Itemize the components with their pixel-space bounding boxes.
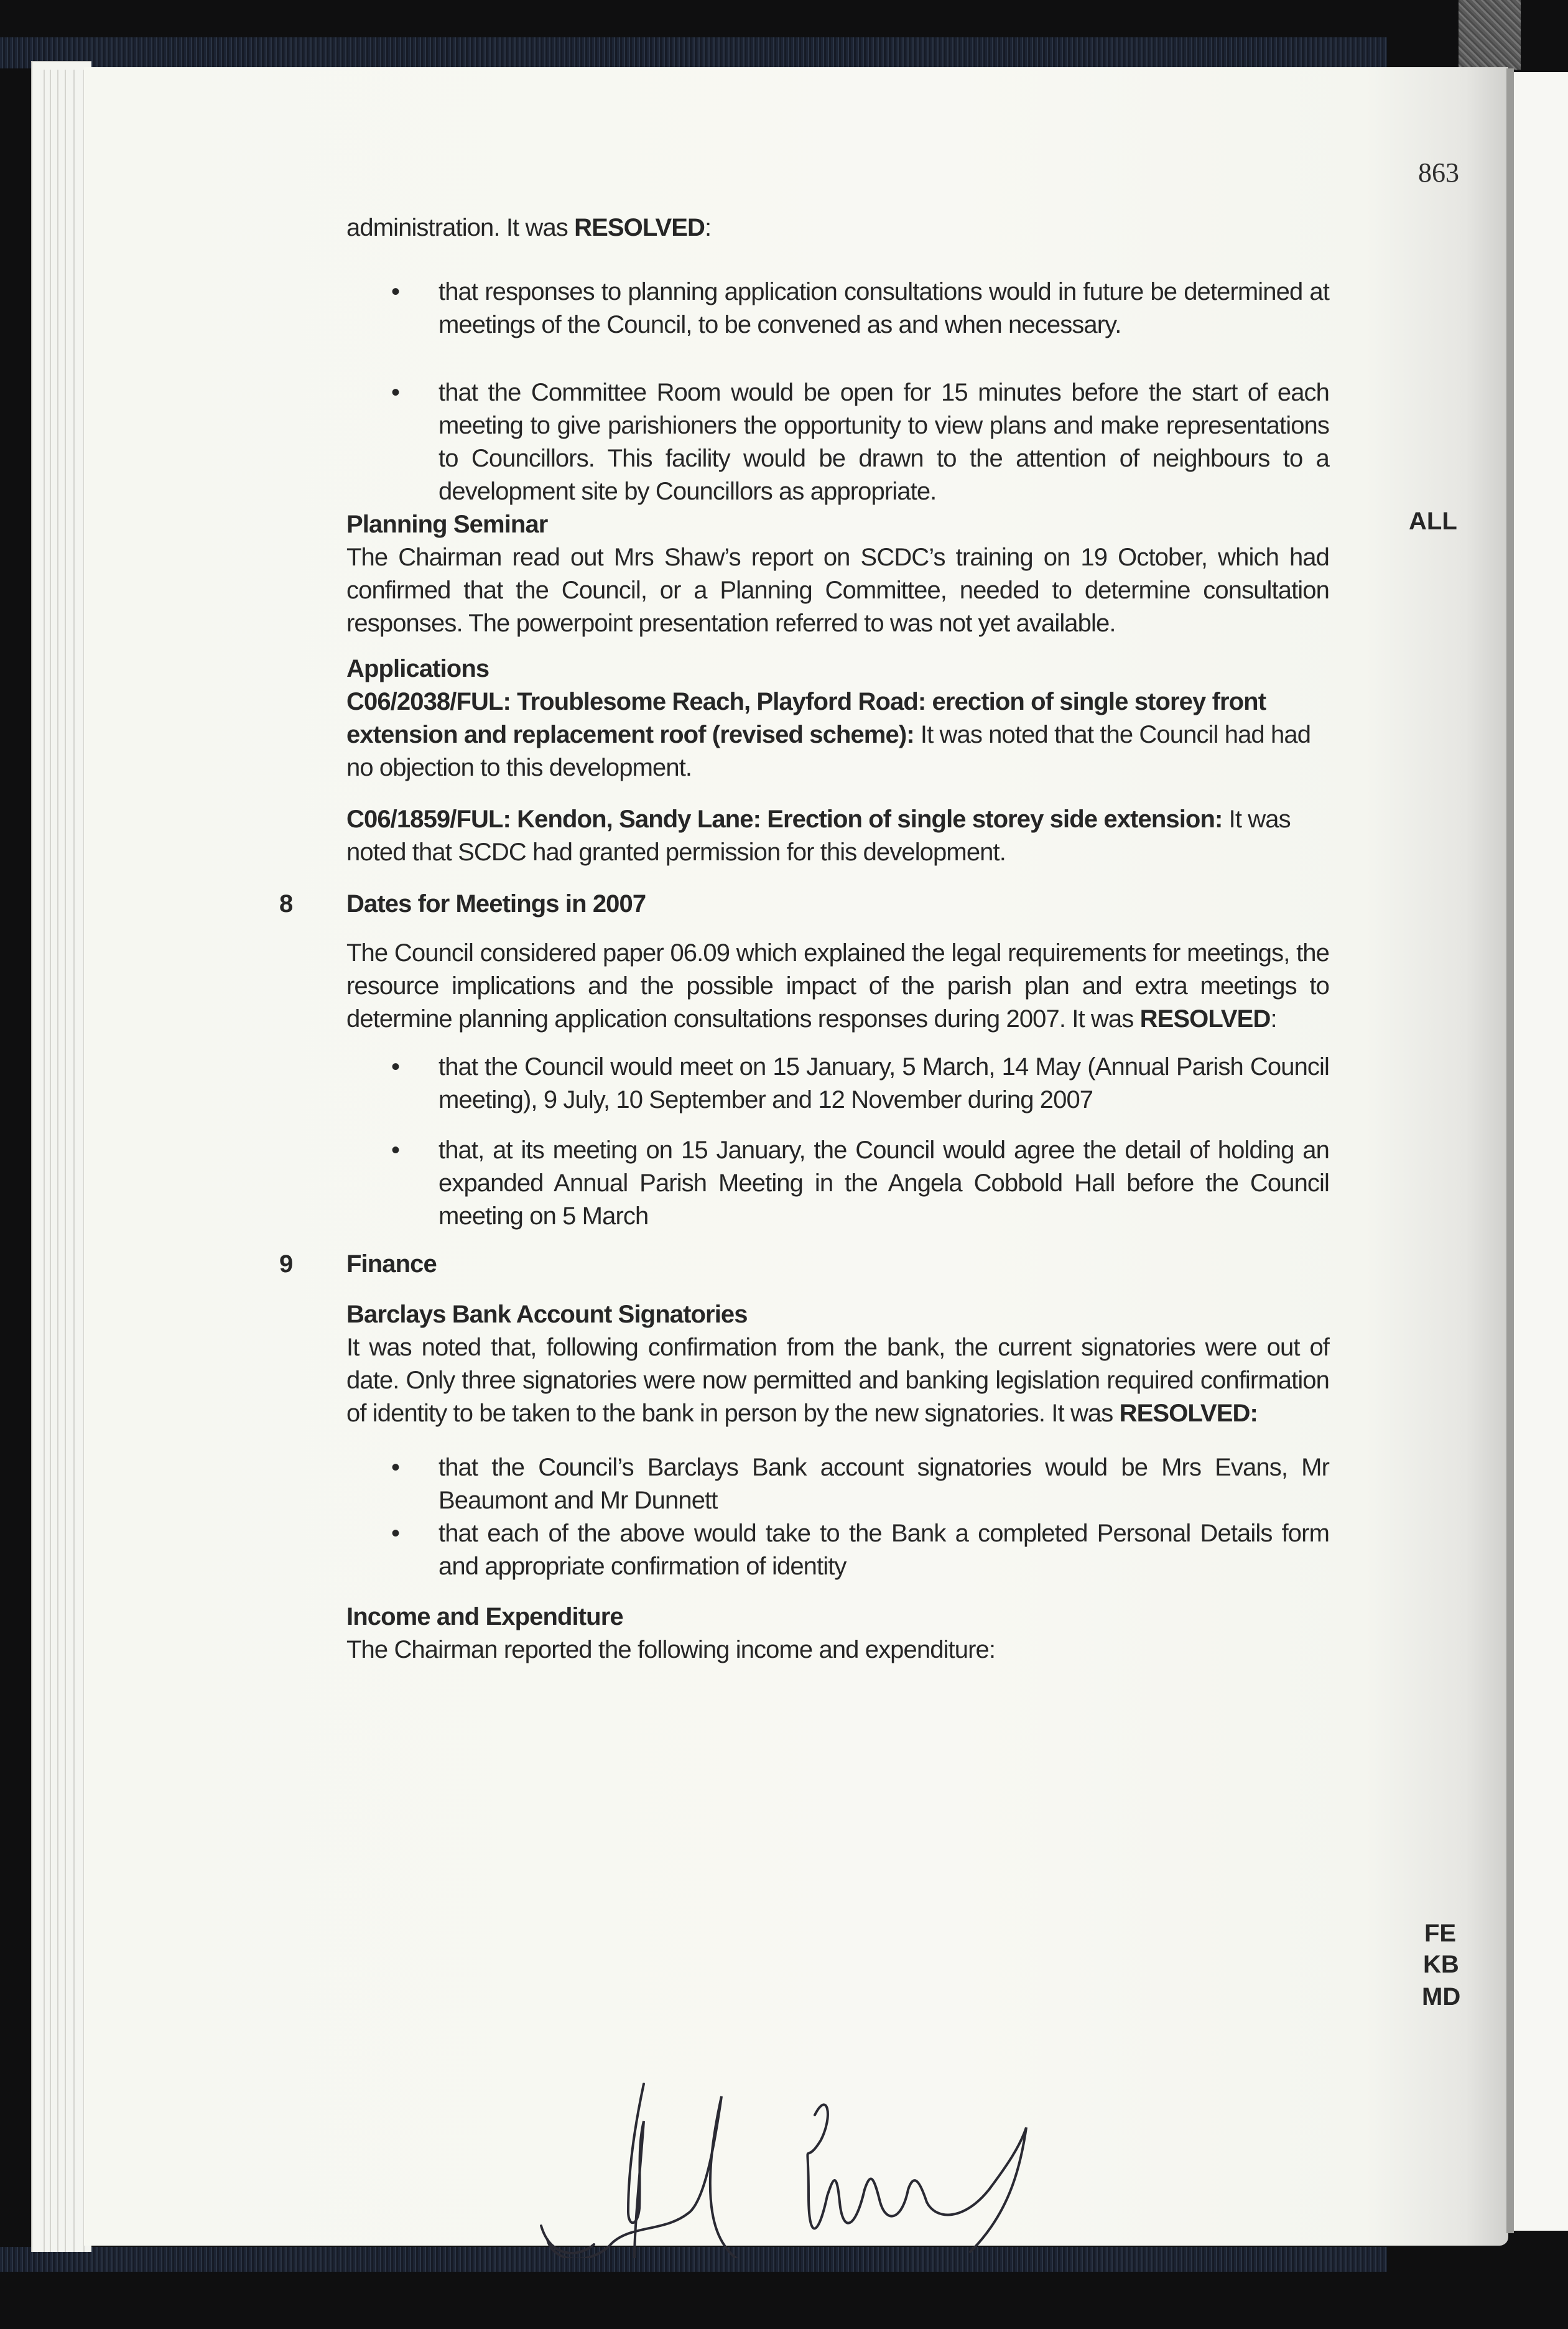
section-number: 8 bbox=[279, 890, 293, 918]
intro-line bbox=[346, 212, 1329, 244]
page-number: 863 bbox=[1418, 157, 1459, 188]
resolution-text: that the Committee Room would be open for 15 minutes before the start of each meeting to give parishioners the opportunity to view plans and make representations to Councillors. This facility would be drawn to the attention of neighbours to a development site by Councillors as appropriate. bbox=[438, 379, 1329, 505]
section-title: Dates for Meetings in 2007 bbox=[346, 890, 646, 918]
section-9-heading bbox=[279, 1248, 1329, 1281]
signature-stroke bbox=[541, 2226, 594, 2253]
page-edge-line bbox=[73, 70, 75, 2252]
section-8-colon: : bbox=[1270, 1005, 1277, 1033]
section-8-text: The Council considered paper 06.09 which explained the legal requirements for meetings, the resource implications and the possible impact of the parish plan and extra meetings to determine planning application consultations responses during 2007. It was bbox=[346, 939, 1329, 1033]
section-8-heading bbox=[279, 888, 1329, 921]
handwritten-signature bbox=[535, 2078, 1232, 2258]
bullet-icon: • bbox=[391, 379, 400, 406]
signatories-heading: Barclays Bank Account Signatories bbox=[346, 1301, 748, 1328]
income-expenditure-heading: Income and Expenditure bbox=[346, 1603, 623, 1630]
signature-stroke bbox=[807, 2104, 1026, 2252]
section-8-body bbox=[346, 937, 1329, 1036]
book-cover-top-edge bbox=[0, 37, 1387, 68]
page-edge-line bbox=[57, 70, 58, 2252]
income-expenditure-body: The Chairman reported the following income and expenditure: bbox=[346, 1636, 996, 1663]
resolution-text: that the Council’s Barclays Bank account signatories would be Mrs Evans, Mr Beaumont and Mr Dunnett bbox=[438, 1454, 1329, 1514]
resolution-item bbox=[346, 1051, 1329, 1117]
section-number: 9 bbox=[279, 1250, 293, 1278]
application-reference: C06/2038/FUL: Troublesome Reach, Playford Road: erection of single storey front extension and replacement roof (revised scheme): bbox=[346, 688, 1266, 748]
planning-seminar-body: The Chairman read out Mrs Shaw’s report on SCDC’s training on 19 October, which had confirmed that the Council, or a Planning Committee, needed to determine consultation responses. The powerpoint presentation referred to was not yet available. bbox=[346, 544, 1329, 637]
resolution-item bbox=[346, 1517, 1329, 1583]
application-note: It was noted that the Council had had no objection to this development. bbox=[346, 721, 1311, 781]
resolution-text: that each of the above would take to the Bank a completed Personal Details form and appropriate confirmation of identity bbox=[438, 1520, 1329, 1580]
resolution-item bbox=[346, 276, 1329, 342]
signatories-body bbox=[346, 1331, 1329, 1430]
resolved-label: RESOLVED bbox=[574, 214, 705, 241]
minutes-body bbox=[279, 212, 1329, 1667]
resolution-item bbox=[346, 1134, 1329, 1233]
bullet-icon: • bbox=[391, 1520, 400, 1547]
resolution-text: that, at its meeting on 15 January, the Council would agree the detail of holding an expanded Annual Parish Meeting in the Angela Cobbold Hall before the Council meeting on 5 March bbox=[438, 1137, 1329, 1230]
binding-strap bbox=[1459, 0, 1521, 70]
bullet-icon: • bbox=[391, 1454, 400, 1481]
planning-seminar-heading: Planning Seminar bbox=[346, 511, 548, 538]
page-edge-line bbox=[50, 70, 51, 2252]
page-edge-line bbox=[65, 70, 66, 2252]
page-stack-edges bbox=[31, 61, 91, 2252]
intro-colon: : bbox=[705, 214, 712, 241]
facing-page-edge bbox=[1514, 72, 1568, 2231]
action-note-all: ALL bbox=[1409, 508, 1457, 535]
resolution-item bbox=[346, 1451, 1329, 1517]
intro-text: administration. It was bbox=[346, 214, 575, 241]
action-note-md: MD bbox=[1422, 1983, 1461, 2011]
resolved-label: RESOLVED bbox=[1139, 1005, 1271, 1033]
signatories-text: It was noted that, following confirmation from the bank, the current signatories were out of date. Only three signatories were now permitted and banking legislation required confirmation of identity to be taken to the bank in person by the new signatories. It was bbox=[346, 1334, 1329, 1427]
bullet-icon: • bbox=[391, 1053, 400, 1081]
page-edge-line bbox=[44, 70, 45, 2252]
bullet-icon: • bbox=[391, 278, 400, 305]
resolution-text: that the Council would meet on 15 January, 5 March, 14 May (Annual Parish Council meeting), 9 July, 10 September and 12 November during 2007 bbox=[438, 1053, 1329, 1113]
resolution-list-8 bbox=[346, 1051, 1329, 1233]
section-title: Finance bbox=[346, 1250, 437, 1278]
action-note-fe: FE bbox=[1424, 1920, 1457, 1947]
signature-stroke bbox=[547, 2096, 759, 2258]
application-note: It was noted that SCDC had granted permission for this development. bbox=[346, 806, 1291, 866]
bullet-icon: • bbox=[391, 1137, 400, 1164]
application-item bbox=[346, 803, 1329, 869]
resolution-list-9 bbox=[346, 1451, 1329, 1583]
resolution-text: that responses to planning application consultations would in future be determined at meetings of the Council, to be convened as and when necessary. bbox=[438, 278, 1329, 338]
action-note-kb: KB bbox=[1423, 1951, 1459, 1978]
application-reference: C06/1859/FUL: Kendon, Sandy Lane: Erection of single storey side extension: bbox=[346, 806, 1223, 833]
resolution-item bbox=[346, 376, 1329, 508]
application-item bbox=[346, 686, 1329, 784]
resolution-list-1 bbox=[346, 276, 1329, 508]
book-gutter bbox=[1506, 68, 1514, 2233]
resolved-label: RESOLVED: bbox=[1119, 1400, 1258, 1427]
applications-heading: Applications bbox=[346, 655, 489, 682]
